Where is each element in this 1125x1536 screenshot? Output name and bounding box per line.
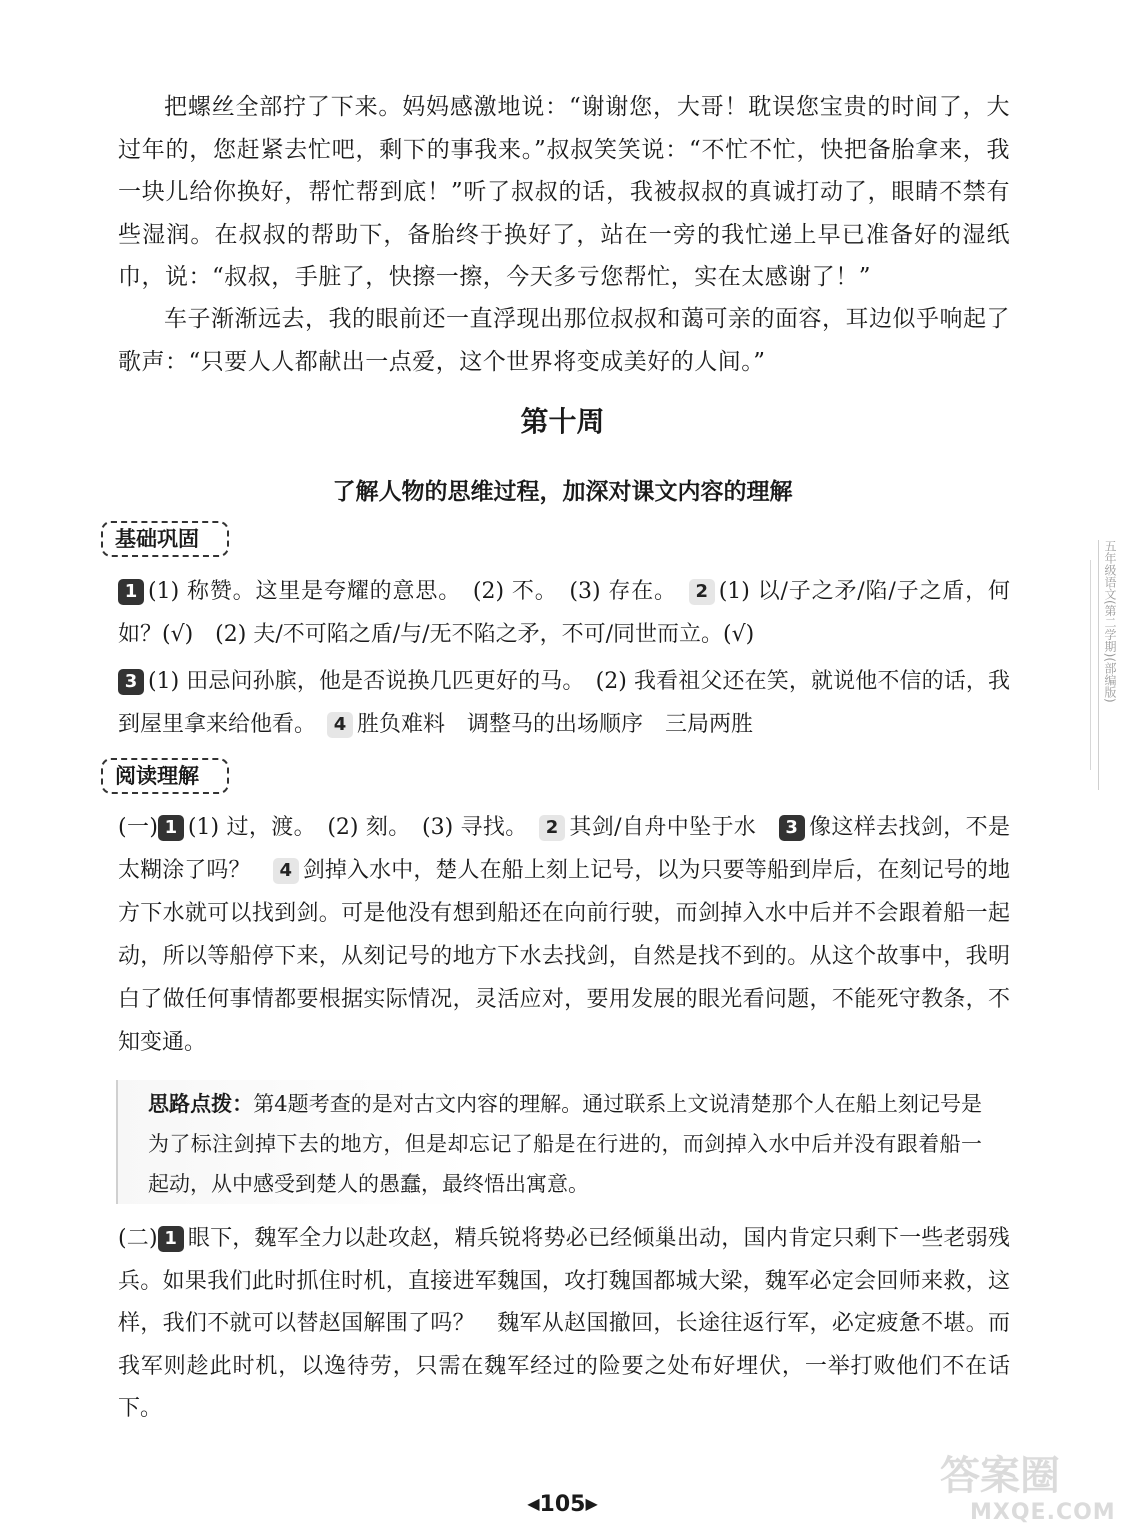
site-watermark	[930, 1444, 1120, 1534]
basic-answers-line-2	[118, 660, 1010, 746]
answer-text: 眼下，魏军全力以赴攻赵，精兵锐将势必已经倾巢出动，国内肯定只剩下一些老弱残兵。如果我们此时抓住时机，直接进军魏国，攻打魏国都城大梁，魏军必定会回师来救，这样，我们不就可以替赵国解围了吗？ 魏军从赵国撤回，长途往返行军，必定疲惫不堪。而我军则趁此时机，以逸待劳，只需在魏军经过的险要之处布好埋伏，一举打败他们不在话下。	[118, 1226, 1010, 1421]
basic-answers-line-1	[118, 570, 1010, 656]
part-label: (一)	[118, 815, 158, 840]
answer-text: (1) 过，渡。 (2) 刻。 (3) 寻找。	[187, 815, 517, 840]
answer-text: 像这样去找剑，不是太糊涂了吗？	[118, 815, 1010, 883]
answer-text: (1) 田忌问孙膑，他是否说换几匹更好的马。 (2) 我看祖父还在笑，就说他不信的话，我到屋里拿来给他看。	[118, 669, 1010, 737]
week-title: 第十周	[520, 405, 605, 438]
right-triangle-icon: ▶	[585, 1494, 598, 1513]
question-number-badge: 2	[539, 815, 565, 841]
question-number-badge: 1	[158, 1226, 184, 1252]
left-triangle-icon: ◀	[527, 1494, 540, 1513]
question-number-badge: 3	[118, 669, 144, 695]
reading-part2-answers	[118, 1218, 1010, 1431]
question-number-badge: 1	[158, 815, 184, 841]
story-paragraph-1: 把螺丝全部拧了下来。妈妈感激地说：“谢谢您，大哥！耽误您宝贵的时间了，大过年的，您赶紧去忙吧，剩下的事我来。”叔叔笑笑说：“不忙不忙，快把备胎拿来，我一块儿给你换好，帮忙帮到底！”听了叔叔的话，我被叔叔的真诚打动了，眼睛不禁有些湿润。在叔叔的帮助下，备胎终于换好了，站在一旁的我忙递上早已准备好的湿纸巾，说：“叔叔，手脏了，快擦一擦，今天多亏您帮忙，实在太感谢了！”	[118, 94, 1010, 290]
part-label: (二)	[118, 1226, 158, 1251]
book-side-title: 五年级语文(第二学期)(部编版)	[1098, 540, 1121, 790]
page-number-value: 105	[539, 1492, 586, 1517]
section-heading-reading: 阅读理解	[101, 758, 229, 794]
question-number-badge: 4	[327, 712, 353, 738]
answer-text: (1) 以/子之矛/陷/子之盾，何如？(√) (2) 夫/不可陷之盾/与/无不陷之矛，不可/同世而立。(√)	[118, 579, 1010, 647]
question-number-badge: 4	[273, 858, 299, 884]
watermark-logo-text: 答案圈	[940, 1453, 1060, 1499]
tip-label: 思路点拨：	[148, 1091, 254, 1116]
question-number-badge: 2	[689, 579, 715, 605]
answer-text: (1) 称赞。这里是夸耀的意思。 (2) 不。 (3) 存在。	[148, 579, 666, 604]
lesson-subtitle: 了解人物的思维过程，加深对课文内容的理解	[332, 479, 793, 505]
answer-text: 胜负难料 调整马的出场顺序 三局两胜	[357, 712, 754, 737]
thinking-tip-box	[116, 1080, 996, 1204]
answer-text: 剑掉入水中，楚人在船上刻上记号，以为只要等船到岸后，在刻记号的地方下水就可以找到剑。可是他没有想到船还在向前行驶，而剑掉入水中后并不会跟着船一起动，所以等船停下来，从刻记号的地方下水去找剑，自然是找不到的。从这个故事中，我明白了做任何事情都要根据实际情况，灵活应对，要用发展的眼光看问题，不能死守教条，不知变通。	[118, 858, 1010, 1055]
question-number-badge: 3	[779, 815, 805, 841]
answer-text: 其剑/自舟中坠于水	[569, 815, 757, 840]
reading-part1-answers	[118, 806, 1010, 1064]
watermark-url: MXQE.COM	[970, 1500, 1116, 1525]
tip-text: 第4题考查的是对古文内容的理解。通过联系上文说清楚那个人在船上刻记号是为了标注剑掉下去的地方，但是却忘记了船是在行进的，而剑掉入水中后并没有跟着船一起动，从中感受到楚人的愚蠢，最终悟出寓意。	[148, 1092, 983, 1196]
section-heading-basic: 基础巩固	[101, 521, 229, 557]
side-divider	[1090, 560, 1091, 770]
story-paragraph-2: 车子渐渐远去，我的眼前还一直浮现出那位叔叔和蔼可亲的面容，耳边似乎响起了歌声：“只要人人都献出一点爱，这个世界将变成美好的人间。”	[118, 306, 1010, 375]
question-number-badge: 1	[118, 579, 144, 605]
